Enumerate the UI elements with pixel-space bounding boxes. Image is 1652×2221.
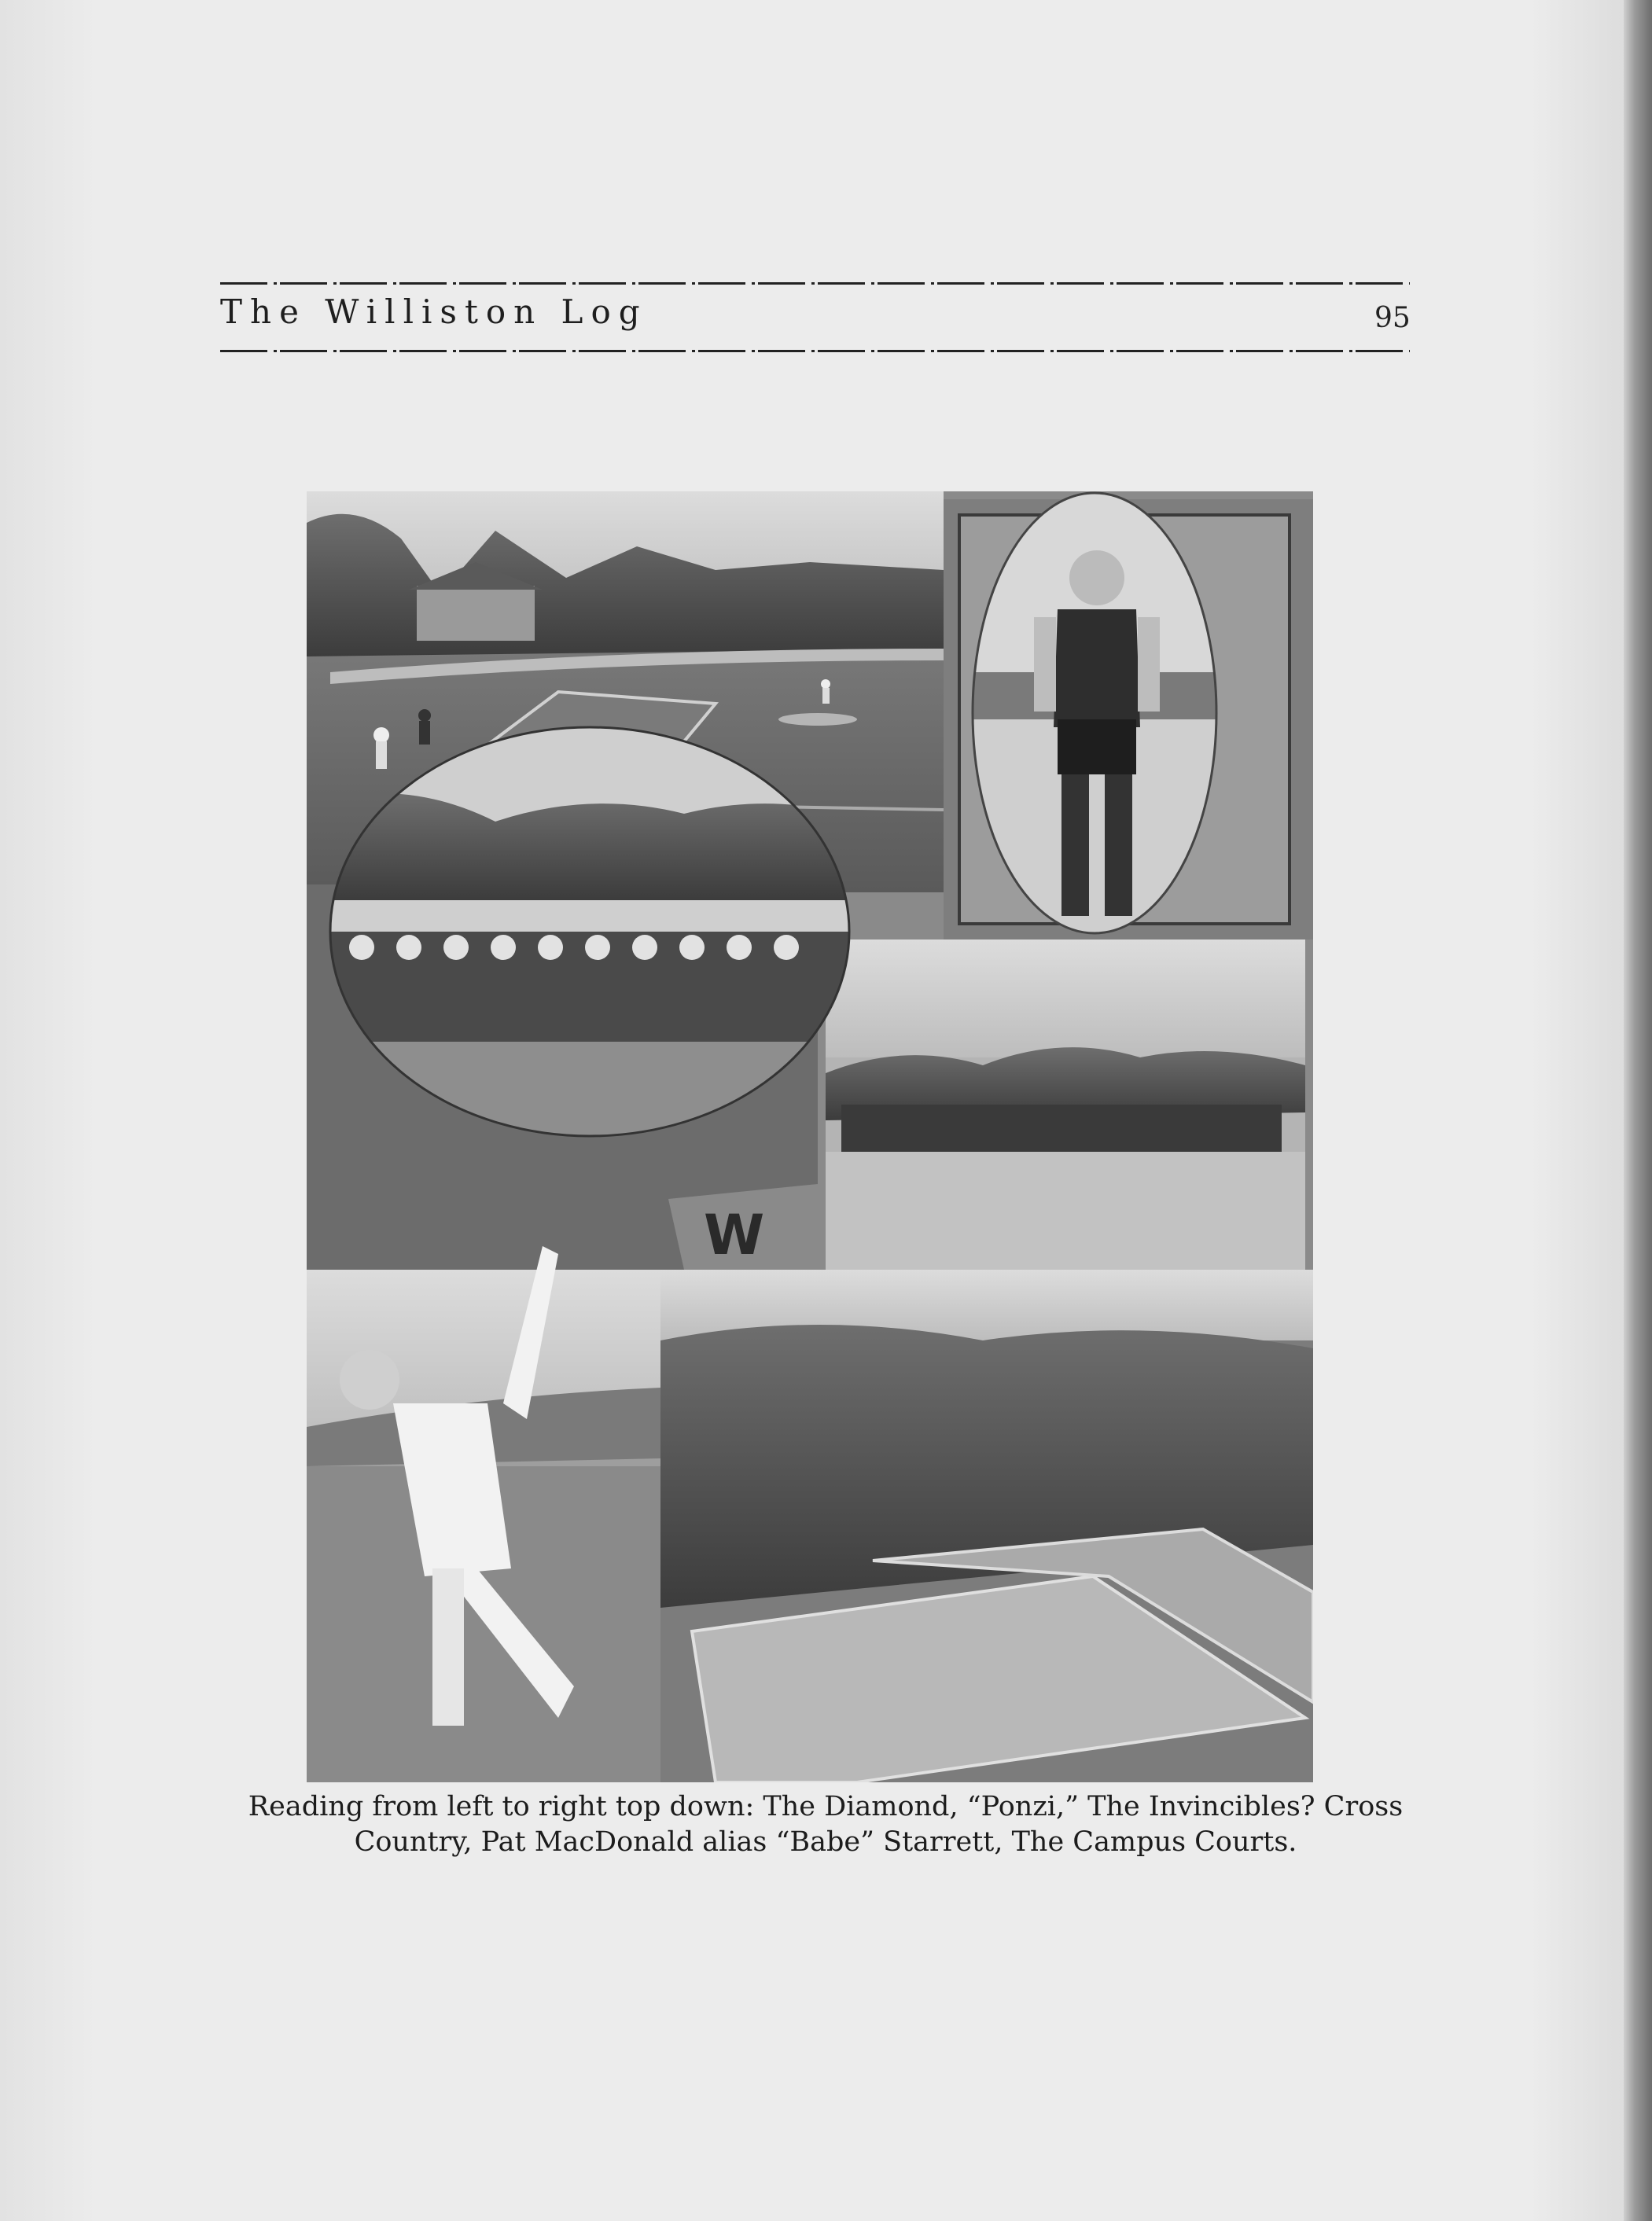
caption-line-1: Reading from left to right top down: The Diamond, “Ponzi,” The Invincibles? Cross <box>248 1791 1404 1822</box>
caption-line-2: Country, Pat MacDonald alias “Babe” Starrett, The Campus Courts. <box>354 1826 1297 1858</box>
photo-collage <box>307 491 1313 1782</box>
svg-text:W: W <box>704 1203 765 1267</box>
photo-caption <box>197 1789 1455 1860</box>
header-rule-bottom <box>220 347 1410 354</box>
running-header: The Williston Log <box>220 292 648 331</box>
photo-shot-putter <box>307 1246 660 1782</box>
photo-cross-country <box>826 940 1305 1270</box>
photo-ponzi <box>944 491 1313 963</box>
photo-the-invincibles <box>307 719 873 1270</box>
photo-campus-courts <box>660 1270 1313 1782</box>
header-rule-top <box>220 280 1410 286</box>
page-edge <box>1624 0 1652 2221</box>
page-number: 95 <box>1374 302 1411 334</box>
